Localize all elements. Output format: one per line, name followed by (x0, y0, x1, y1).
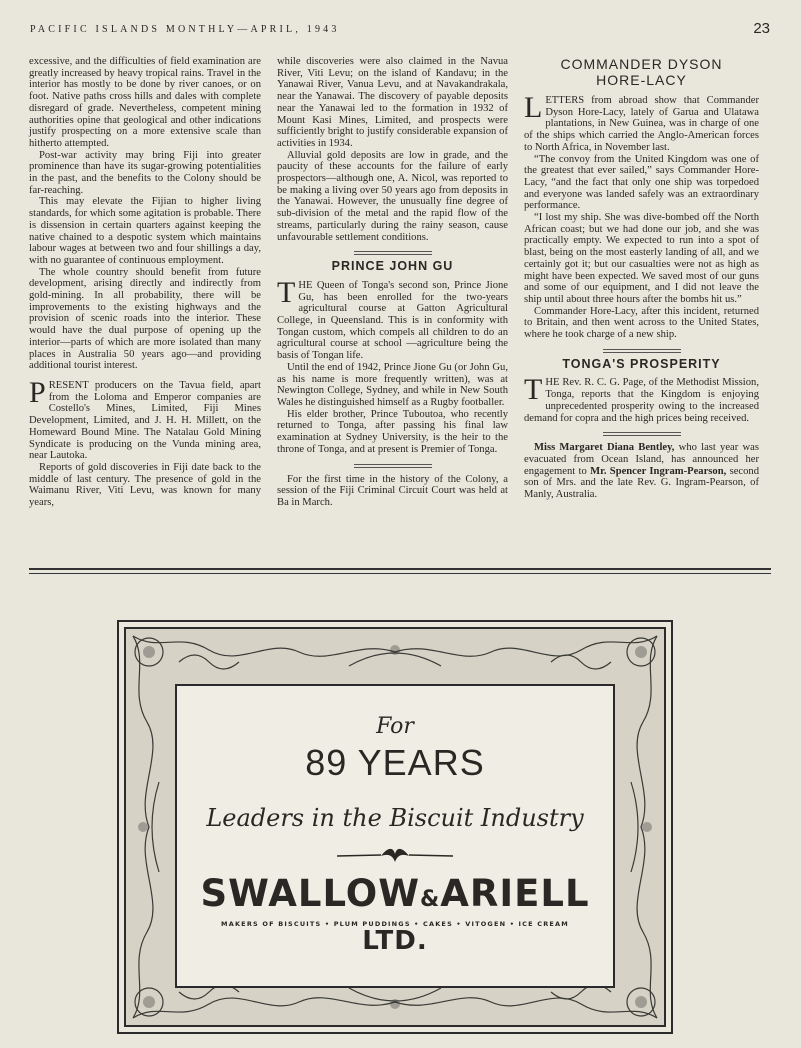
ad-company-name (177, 872, 613, 958)
column-middle (277, 56, 508, 509)
paragraph: His elder brother, Prince Tuboutoa, who recently returned to Tonga, after passing his final law examination at Sydney University, is the heir to the throne of Tonga, and at present is Premier of Tonga. (277, 408, 508, 455)
paragraph-text: HE Rev. R. C. G. Page, of the Methodist Mission, Tonga, reports that the Kingdom is enjoying unprecedented prosperity owing to the increased demand for copra and the high prices being received. (524, 377, 759, 424)
paragraph-text: RESENT producers on the Tavua field, apart from the Loloma and Emperor companies are Costello's Mines, Limited, Fiji Mines Development, Limited, and J. H. H. Millett, on the Homeward Bound Mine. The Natalau Gold Mining Syndicate is producing on the Vunda mining area, near Lautoka. (29, 379, 261, 462)
section-divider (603, 349, 681, 353)
paragraph-dropcap (524, 373, 759, 424)
person-name: Mr. Spencer Ingram-Pearson, (590, 465, 727, 477)
ad-for-script: For (376, 714, 414, 739)
section-divider (354, 251, 432, 255)
paragraph: Post-war activity may bring Fiji into greater prominence than have its sugar-growing potentialities in the past, and the benefits to the Colony should be far-reaching. (29, 149, 261, 196)
paragraph-text: HE Queen of Tonga's second son, Prince Jione Gu, has been enrolled for the two-years agricultural course at Gatton Agricultural College, in Queensland. This is in conformity with Tongan custom, which compels all children to do an agricultural course at school —agriculture being the basis of Tongan life. (277, 279, 508, 362)
paragraph-dropcap (524, 91, 759, 154)
paragraph: while discoveries were also claimed in the Navua River, Viti Levu; on the island of Kandavu; in the Yanawai River, Vanua Levu, and at Navakandrakala, near the Yanawai. The discovery of payable deposits near the Yanawai led to the formation in 1932 of Mount Kasi Mines, Limited, and prospects were sufficiently bright to justify considerable expansion of activities in 1934. (277, 56, 508, 149)
section-divider (354, 464, 432, 468)
paragraph: excessive, and the difficulties of field examination are greatly increased by heavy tropical rains. Travel in the interior has mostly to be done by river canoes, or on foot. Native paths cross hills and dales with complete disregard of grade. Nevertheless, competent mining authorities opine that geological and other indications justify prospecting on a more extensive scale than hitherto attempted. (29, 56, 261, 149)
paragraph: The whole country should benefit from future development, arising directly and indirectly from gold-mining. In all probability, there will be improvements to the existing highways and the provision of scenic roads into the interior. These would have the dual purpose of opening up the interior—parts of which are more isolated than many places in Australia 50 years ago—and providing additional tourist interest. (29, 266, 261, 372)
paragraph: Reports of gold discoveries in Fiji date back to the middle of last century. The presence of gold in the Waimanu River, Viti Levu, was known for many years, (29, 461, 261, 509)
paragraph-dropcap (277, 275, 508, 362)
paragraph: “I lost my ship. She was dive-bombed off the North African coast; but we had done our job, and she was practically empty. We expected to run into a spot of blast, being on the most easterly landing of all, and we certainly got it; but our casualties were not as high as might have been expected. We saved most of our guns and some of our equipment, and I did not leave the ship until about three hours after the bombs hit us.” (524, 212, 759, 305)
advertisement-panel (175, 684, 615, 988)
swallow-logo-icon (337, 844, 453, 866)
paragraph-dropcap (29, 375, 261, 462)
running-head (30, 20, 770, 42)
paragraph: Commander Hore-Lacy, after this incident, returned to Britain, and then went across to the United States, where he took charge of a new ship. (524, 305, 759, 341)
company-ltd: LTD. (362, 926, 428, 956)
drop-cap: P (29, 375, 46, 409)
paragraph: For the first time in the history of the Colony, a session of the Fiji Criminal Circuit Court was held at Ba in March. (277, 473, 508, 508)
paragraph: “The convoy from the United Kingdom was one of the greatest that ever sailed,” says Commander Hore-Lacy, “and the fact that only one ship was torpedoed and everyone was landed safely was an extraordinary performance. (524, 153, 759, 212)
person-name: Miss Margaret Diana Bentley, (534, 442, 675, 454)
paragraph-text: second son of Mrs. and the late Rev. G. Ingram-Pearson, of Manly, Australia. (524, 465, 759, 501)
drop-cap: L (524, 91, 543, 124)
heading-line: COMMANDER DYSON (560, 56, 723, 72)
drop-cap: T (277, 275, 296, 309)
company-name-part: SWALLOW (200, 872, 421, 915)
company-name-part: ARIELL (440, 872, 590, 915)
paragraph-text: ETTERS from abroad show that Commander Dyson Hore-Lacy, lately of Garua and Ulatawa plantations, in New Guinea, was in charge of one of the ships which carried the Anglo-American forces to North Africa, in November last. (524, 95, 759, 153)
paragraph-text: who last year was evacuated from Ocean Island, has announced her engagement to (524, 442, 759, 477)
paragraph: Until the end of 1942, Prince Jione Gu (or John Gu, as his name is more frequently written), was at Newington College, Sydney, and while in New South Wales he distinguished himself as a Rugby footballer. (277, 361, 508, 408)
section-heading: PRINCE JOHN GU (331, 259, 454, 274)
running-head-text: PACIFIC ISLANDS MONTHLY—APRIL, 1943 (30, 24, 340, 35)
drop-cap: T (524, 373, 543, 407)
ad-years: 89 YEARS (305, 742, 485, 783)
paragraph (524, 442, 759, 501)
ad-products-line: MAKERS OF BISCUITS • PLUM PUDDINGS • CAKES • VITOGEN • ICE CREAM (221, 920, 569, 928)
section-heading: TONGA'S PROSPERITY (562, 356, 721, 371)
paragraph: This may elevate the Fijian to higher living standards, for which some agitation is probable. There is dissension in certain quarters against keeping the native chained to a despotic system which maintains labour wages at between two and four shillings a day, with no guarantee of continuous employment. (29, 196, 261, 266)
section-divider (603, 432, 681, 436)
page-number: 23 (753, 20, 770, 37)
ad-tagline: Leaders in the Biscuit Industry (206, 804, 584, 832)
section-heading (524, 56, 759, 88)
heading-line: HORE-LACY (596, 72, 687, 88)
paragraph: Alluvial gold deposits are low in grade, and the paucity of these accounts for the failure of early prospectors—although one, A. Nicol, was reported to be making a living over 50 years ago from deposits in the Yanawai. However, the unusually fine degree of sub-division of the metal and the rapid flow of the streams, particularly during the rainy season, cause unfavourable settlement conditions. (277, 149, 508, 243)
column-right (524, 56, 759, 501)
company-ampersand: & (420, 887, 441, 912)
advertisement (117, 620, 673, 1034)
column-left (29, 56, 261, 509)
page-divider-rule (29, 568, 771, 574)
